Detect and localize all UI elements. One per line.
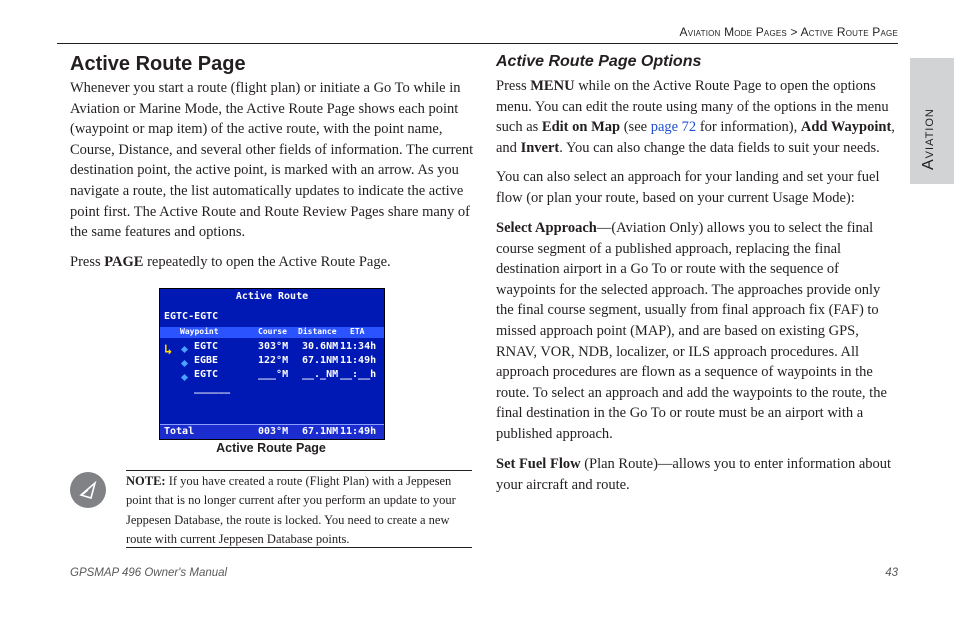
row-course: 303°M — [258, 341, 289, 352]
footer-manual-title: GPSMAP 496 Owner's Manual — [70, 567, 228, 579]
page-title: Active Route Page — [70, 53, 246, 75]
select-approach-label: Select Approach — [496, 220, 597, 236]
screen-title: Active Route — [235, 291, 309, 302]
col-waypoint: Waypoint — [180, 327, 219, 336]
row-course: ___°M — [258, 369, 289, 380]
press-text: Press — [70, 254, 105, 270]
note-rule-bottom — [126, 547, 472, 548]
total-distance: 67.1NM — [302, 426, 339, 437]
options-title: Active Route Page Options — [496, 53, 702, 70]
total-eta: 11:49h — [340, 426, 377, 437]
note-label: NOTE: — [126, 474, 166, 488]
total-course: 003°M — [258, 426, 289, 437]
screen-total-row — [160, 424, 384, 439]
row-eta: 11:34h — [340, 341, 377, 352]
waypoint-icon — [181, 346, 188, 353]
select-approach-text: —(Aviation Only) allows you to select the final course segment of a published approach, replacing the final destination airport in a Go To or route with the sequence of waypoints for the selected approach. The approaches provide only the final course segment, usually from final approach fix (FAF) to missed approach point (MAP), and are based on existing GPS, RNAV, VOR, NDB, localizer, or ILS approach procedures. All approach procedures are flown as a sequence of waypoints in the route. To select an approach and add the waypoints to the route, the final destination in the Go To or route must be an airport with a published approach. — [496, 220, 887, 442]
section-side-tab — [910, 58, 954, 184]
add-waypoint-option: Add Waypoint — [800, 119, 892, 136]
active-point-arrow-icon: ↳ — [164, 342, 173, 358]
waypoint-icon — [181, 374, 188, 381]
route-row — [160, 341, 384, 353]
col-eta: ETA — [350, 327, 365, 336]
row-waypoint: EGTC — [194, 369, 219, 380]
menu-key: MENU — [530, 78, 575, 94]
route-row — [160, 355, 384, 367]
page-72-link[interactable]: page 72 — [650, 119, 697, 136]
note-body: If you have created a route (Flight Plan) with a Jeppesen point that is no longer current after you perform an update to your Jeppesen Database, the route is locked. You need to create a new route with current Jeppesen Database points. — [126, 474, 456, 547]
col-distance: Distance — [298, 327, 337, 336]
row-waypoint: ______ — [194, 383, 231, 394]
row-distance: 67.1NM — [302, 355, 339, 366]
page-key: PAGE — [104, 254, 144, 270]
row-course: 122°M — [258, 355, 289, 366]
total-label: Total — [164, 426, 195, 437]
col-course: Course — [258, 327, 287, 336]
set-fuel-flow-label: Set Fuel Flow — [496, 456, 581, 472]
row-eta: 11:49h — [340, 355, 377, 366]
side-tab-label: Aviation — [920, 108, 937, 170]
options-paragraph: Press MENU while on the Active Route Page to open the options menu. You can edit the route using many of the options in the menu such as Edit on Map (see page 72 for information), Add Waypoint, and Invert. You can also change the data fields to suit your needs. — [496, 78, 895, 156]
screen-route-name: EGTC-EGTC — [164, 311, 219, 322]
set-fuel-flow-text: (Plan Route)—allows you to enter information about your aircraft and route. — [496, 456, 892, 493]
waypoint-icon — [181, 360, 188, 367]
note-icon — [70, 472, 106, 508]
row-eta: __:__h — [340, 369, 377, 380]
press-suffix: repeatedly to open the Active Route Page. — [143, 254, 391, 270]
footer-page-number: 43 — [885, 567, 898, 579]
row-waypoint: EGTC — [194, 341, 219, 352]
edit-on-map-option: Edit on Map — [541, 119, 621, 136]
row-distance: 30.6NM — [302, 341, 339, 352]
header-rule — [57, 43, 898, 44]
active-route-screen — [159, 288, 385, 440]
note-text — [126, 472, 476, 550]
route-row — [160, 383, 384, 395]
row-waypoint: EGBE — [194, 355, 219, 366]
approach-intro-paragraph: You can also select an approach for your landing and set your fuel flow (or plan your route, based on your current Usage Mode): — [496, 169, 880, 206]
invert-option: Invert — [520, 139, 560, 156]
row-distance: __._NM — [302, 369, 339, 380]
select-approach-paragraph — [496, 218, 896, 445]
screen-column-headers — [160, 327, 384, 338]
note-rule-top — [126, 470, 472, 471]
route-row — [160, 369, 384, 381]
press-page-paragraph — [70, 252, 475, 273]
figure-caption: Active Route Page — [216, 441, 326, 455]
intro-paragraph: Whenever you start a route (flight plan) or initiate a Go To while in Aviation or Marine Mode, the Active Route Page shows each point (waypoint or map item) of the active route, with the point name, Course, Distance, and several other fields of information. The current destination point, the active point, is marked with an arrow. As you navigate a route, the list automatically updates to indicate the active point first. The Active Route and Route Review Pages share many of the same features and options. — [70, 80, 474, 241]
set-fuel-flow-paragraph — [496, 454, 896, 495]
header-breadcrumb: Aviation Mode Pages > Active Route Page — [679, 25, 898, 39]
